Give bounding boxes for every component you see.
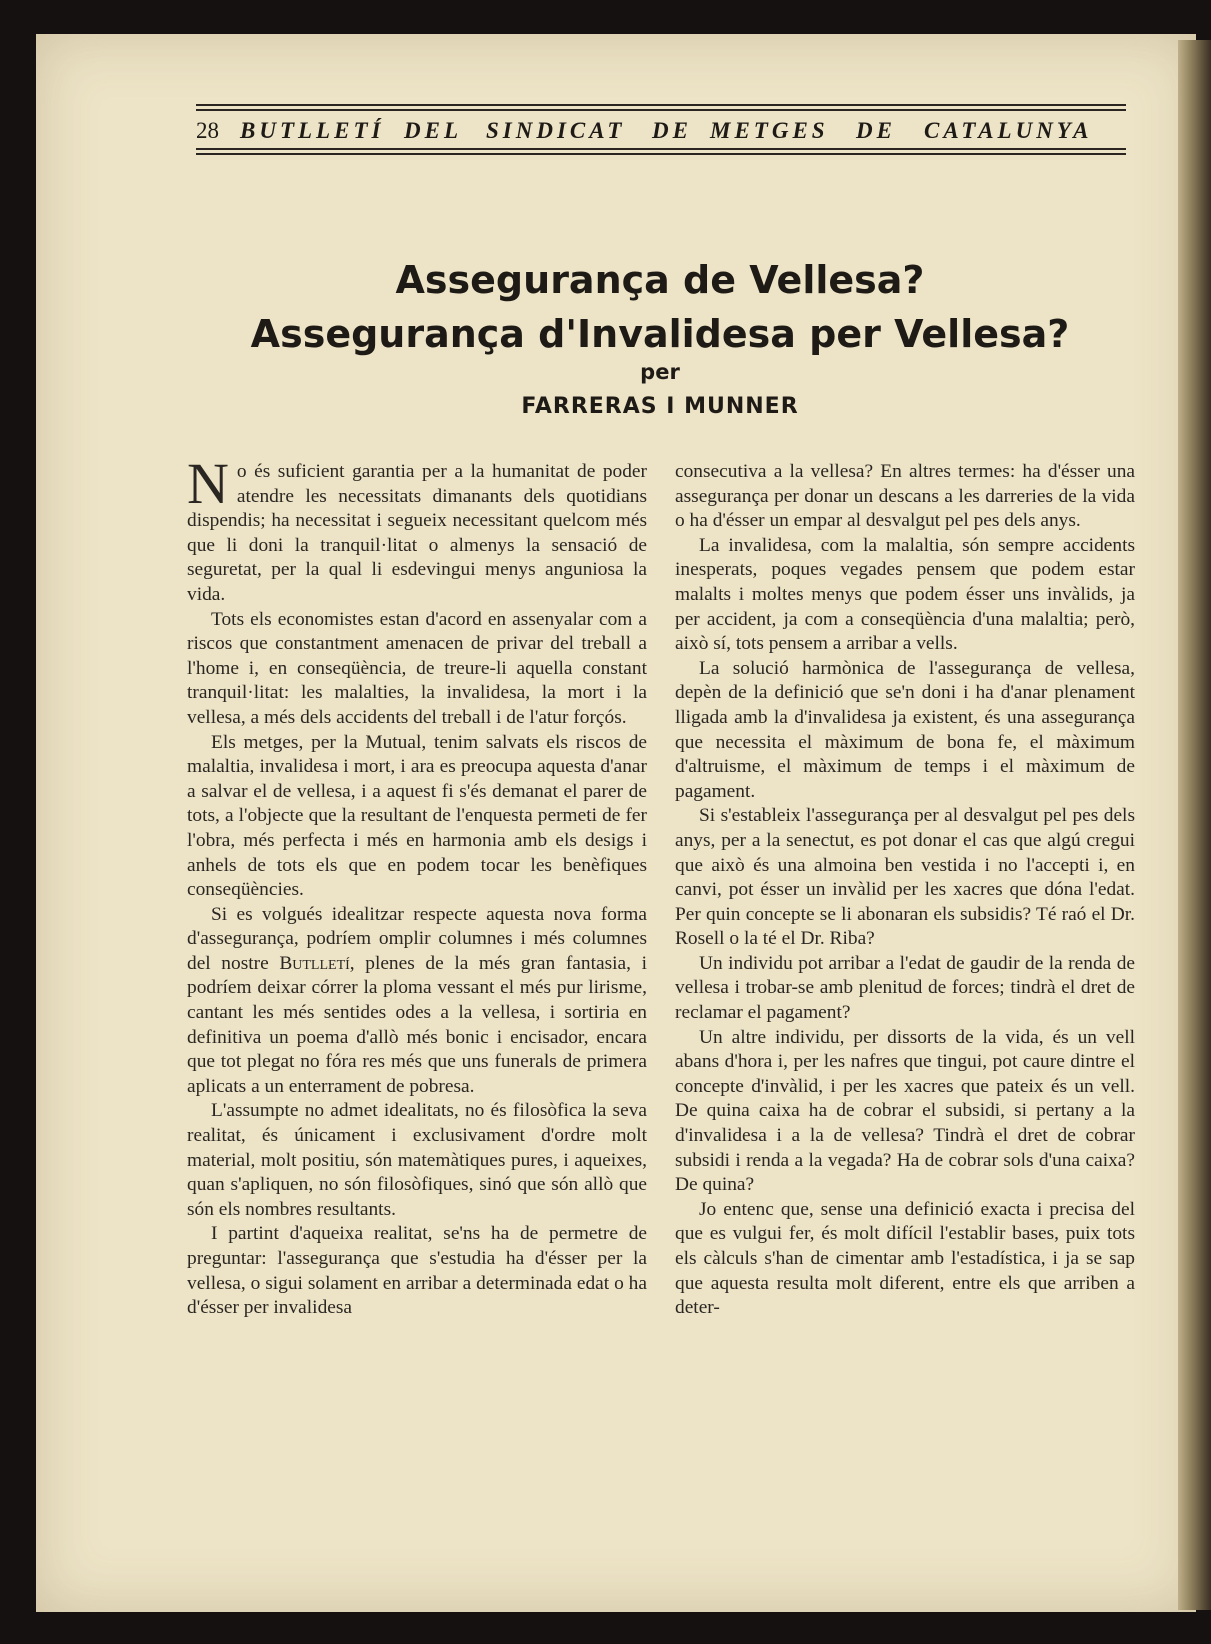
paragraph: Els metges, per la Mutual, tenim salvats els riscos de malaltia, invalidesa i mort, i ara es preocupa aquesta d'anar a salvar el de vellesa, i a aquest fi s'és demanat el parer de tots, a l'objecte que la resultant de l'enquesta permeti de fer l'obra, més perfecta i més en harmonia amb els desigs i anhels de tots els que en podem tocar les benèfiques conseqüències.	[187, 731, 647, 901]
paragraph: I partint d'aqueixa realitat, se'ns ha de permetre de preguntar: l'assegurança que s'estudia ha d'ésser per la vellesa, o sigui solament en arribar a determinada edat o ha d'ésser per invalidesa	[187, 1223, 647, 1319]
header-text	[196, 118, 1126, 144]
header-rule-bottom	[196, 148, 1126, 150]
paragraph	[187, 451, 647, 608]
header-word: METGES	[710, 118, 829, 143]
paragraph-text: , plenes de la més gran fantasia, i podríem deixar córrer la ploma vessant el més pur lirisme, cantant les més sentides odes a la vellesa, i sortiria en definitiva un poema d'allò més bonic i encisador, encara que tot plegat no fóra res més que uns funerals de primera aplicats a un enterrament de pobresa.	[187, 952, 647, 1097]
article-byline: per	[640, 360, 680, 384]
header-rule-bottom-2	[196, 153, 1126, 155]
header-word: DE	[856, 118, 896, 143]
paragraph: consecutiva a la vellesa? En altres termes: ha d'ésser una assegurança per donar un descans a les darreries de la vida o ha d'ésser un empar al desvalgut pel pes dels anys.	[675, 461, 1135, 532]
paragraph: La invalidesa, com la malaltia, són sempre accidents inesperats, poques vegades pensem que podem estar malalts i moltes menys que podem ésser uns invàlids, ja per accident, ja com a conseqüència d'una malaltia; però, això sí, tots pensem a arribar a vells.	[675, 534, 1135, 655]
paragraph	[187, 903, 647, 1100]
header-word: DEL	[404, 118, 462, 143]
paragraph-text: o és suficient garantia per a la humanitat de poder atendre les necessitats dimanants dels quotidians dispendis; ha necessitat i segueix necessitant quelcom més que li doni la tranquil·litat o almenys la sensació de seguretat, per la qual li esdevingui menys anguniosa la vida.	[187, 461, 647, 605]
article-author: FARRERAS I MUNNER	[521, 394, 799, 419]
header-word: SINDICAT	[486, 118, 626, 143]
article-title-line1: Assegurança de Vellesa?	[395, 258, 925, 302]
running-header	[196, 104, 1126, 164]
page-number: 28	[196, 118, 219, 143]
drop-cap: N	[187, 451, 229, 516]
paragraph: Tots els economistes estan d'acord en assenyalar com a riscos que constantment amenacen de privar del treball a l'home i, en conseqüència, de treure-li aquella constant tranquil·litat: les malalties, la invalidesa, la mort i la vellesa, a més dels accidents del treball i de l'atur forçós.	[187, 608, 647, 728]
header-word: CATALUNYA	[924, 118, 1093, 143]
paragraph: Un individu pot arribar a l'edat de gaudir de la renda de vellesa i trobar-se amb plenitud de forces; tindrà el dret de reclamar el pagament?	[675, 952, 1135, 1024]
paragraph: Jo entenc que, sense una definició exacta i precisa del que es vulgui fer, és molt difícil l'establir bases, puix tots els càlculs s'han de cimentar amb l'estadística, i ja se sap que aquesta resulta molt diferent, entre els que arriben a deter-	[675, 1198, 1135, 1319]
header-rule-top	[196, 104, 1126, 106]
paragraph: La solució harmònica de l'assegurança de vellesa, depèn de la definició que se'n doni i ha d'anar plenament lligada amb la d'invalidesa ja existent, és una assegurança que necessita el màximum de bona fe, el màximum d'altruisme, el màximum de temps i el màximum de pagament.	[675, 657, 1135, 802]
paragraph: Si s'estableix l'assegurança per al desvalgut pel pes dels anys, per a la senectut, es pot donar el cas que algú cregui que això és una almoina ben vestida i no l'accepti i, en canvi, pot ésser un invàlid per les xacres que dóna l'edat. Per quin concepte se li abonaran els subsidis? Té raó el Dr. Rosell o la té el Dr. Riba?	[675, 805, 1135, 950]
paragraph-text: Si es volgués idealitzar respecte aquesta nova forma d'assegurança, podríem omplir columnes i més columnes del nostre	[187, 903, 647, 974]
article-title-line2: Assegurança d'Invalidesa per Vellesa?	[250, 312, 1070, 356]
header-word: BUTLLETÍ	[240, 118, 385, 143]
journal-name: Butlletí	[279, 952, 350, 974]
right-column	[675, 460, 1135, 1321]
book-spine	[1178, 40, 1211, 1610]
paragraph: L'assumpte no admet idealitats, no és filosòfica la seva realitat, és únicament i exclusivament d'ordre molt material, molt positiu, són matemàtiques pures, i aqueixes, quan s'apliquen, no són filosòfiques, sinó que són allò que són els nombres resultants.	[187, 1100, 647, 1220]
header-rule-top-2	[196, 109, 1126, 111]
header-word: DE	[652, 118, 692, 143]
left-column	[187, 451, 647, 1321]
paragraph: Un altre individu, per dissorts de la vida, és un vell abans d'hora i, per les nafres que tingui, pot caure dintre el concepte d'invàlid, i per les xacres que pateix és un vell. De quina caixa ha de cobrar el subsidi, si pertany a la d'invalidesa i a la de vellesa? Tindrà el dret de cobrar subsidi i renda a la vegada? Ha de cobrar sols d'una caixa? De quina?	[675, 1026, 1135, 1196]
